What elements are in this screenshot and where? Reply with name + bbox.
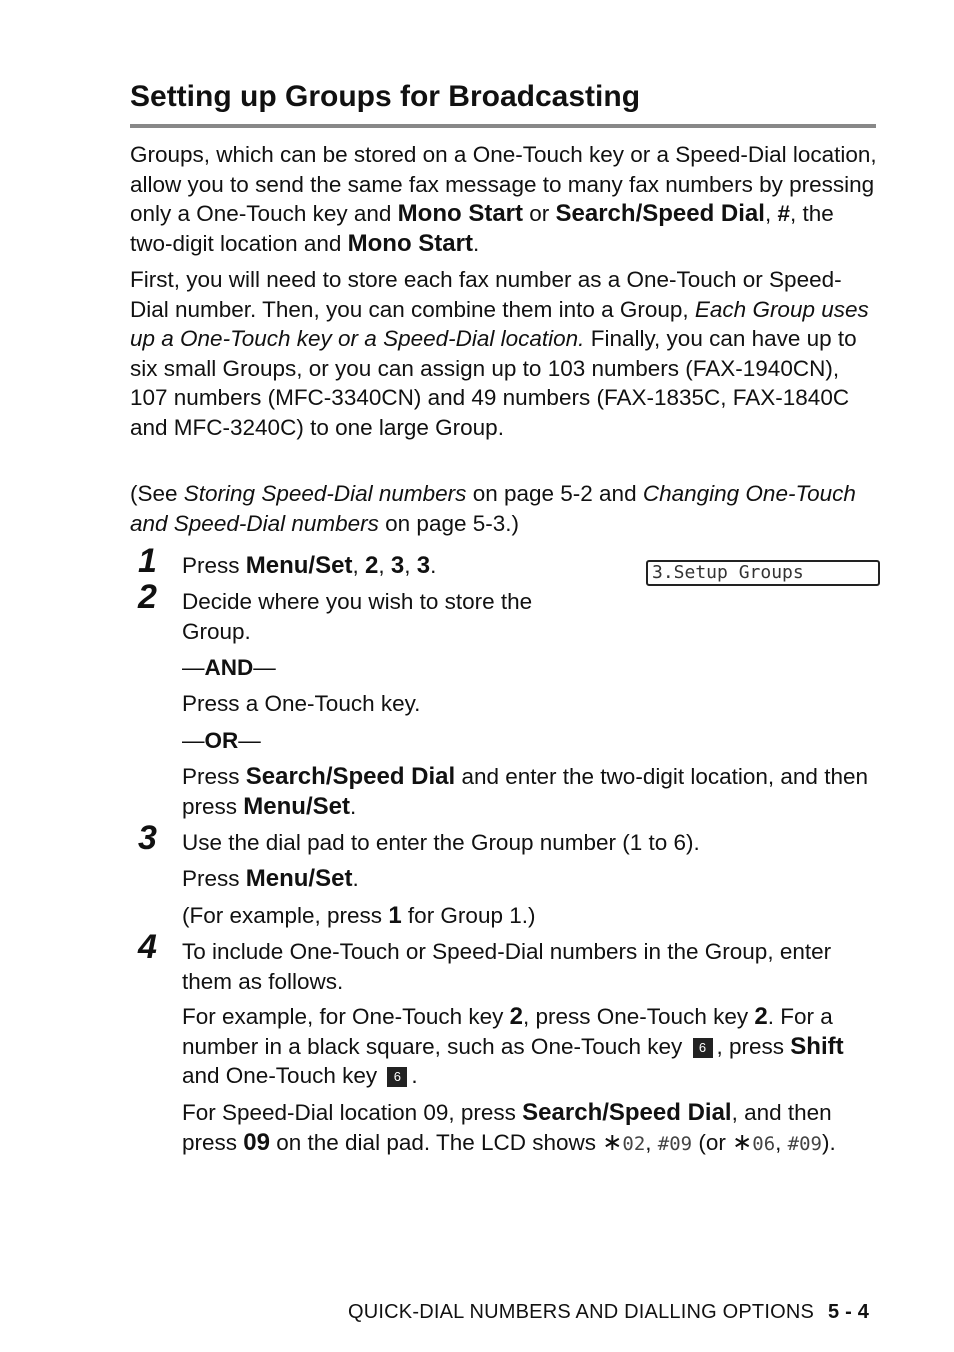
- asterisk-icon: ∗: [732, 1128, 753, 1156]
- step-2-number: 2: [138, 578, 157, 616]
- step-3-number: 3: [138, 819, 157, 857]
- step-2-press-key: Press a One-Touch key.: [182, 691, 421, 716]
- step-1-text: Press Menu/Set, 2, 3, 3.: [182, 552, 437, 579]
- lcd-display: 3.Setup Groups: [646, 560, 880, 586]
- page-title: Setting up Groups for Broadcasting: [130, 80, 641, 113]
- page-number: 5 - 4: [828, 1301, 870, 1323]
- step-1-number: 1: [138, 542, 157, 580]
- step-4-text: To include One-Touch or Speed-Dial numbers in the Group, enter them as follows.: [182, 939, 832, 994]
- step-4-example-1: For example, for One-Touch key 2, press One-Touch key 2. For a number in a black square, such as One-Touch key 6 , press Shift and One-Touch key 6 .: [182, 1003, 844, 1089]
- title-underline: [130, 124, 876, 128]
- and-separator: —AND—: [182, 655, 276, 680]
- step-2-alternative: Press Search/Speed Dial and enter the two-digit location, and then press Menu/Set.: [182, 763, 868, 820]
- one-touch-key-6-icon: 6: [387, 1067, 407, 1087]
- intro-paragraph-3: (See Storing Speed-Dial numbers on page 5-2 and Changing One-Touch and Speed-Dial numbers on page 5-3.): [130, 481, 856, 536]
- step-4-example-2: For Speed-Dial location 09, press Search/Speed Dial, and then press 09 on the dial pad. The LCD shows ∗02, #09 (or ∗06, #09).: [182, 1099, 836, 1156]
- step-3-text: Use the dial pad to enter the Group number (1 to 6).: [182, 830, 700, 855]
- step-2-text: Decide where you wish to store the Group.: [182, 589, 533, 644]
- step-4-number: 4: [138, 928, 157, 966]
- step-3-press: Press Menu/Set.: [182, 865, 359, 892]
- page-footer: [348, 1301, 869, 1324]
- or-separator: —OR—: [182, 728, 261, 753]
- intro-paragraph-1: Groups, which can be stored on a One-Touch key or a Speed-Dial location, allow you to send the same fax message to many fax numbers by pressing only a One-Touch key and Mono Start or Search/Speed Dial, #, the two-digit location and Mono Start.: [130, 142, 877, 257]
- intro-paragraph-2: First, you will need to store each fax number as a One-Touch or Speed-Dial number. Then, you can combine them into a Group, Each Group uses up a One-Touch key or a Speed-Dial location. Finally, you can have up to six small Groups, or you can assign up to 103 numbers (FAX-1940CN), 107 numbers (MFC-3340CN) and 49 numbers (FAX-1835C, FAX-1840C and MFC-3240C) to one large Group.: [130, 267, 869, 440]
- asterisk-icon: ∗: [602, 1128, 623, 1156]
- step-3-example: (For example, press 1 for Group 1.): [182, 902, 536, 929]
- one-touch-key-6-icon: 6: [693, 1038, 713, 1058]
- footer-section: QUICK-DIAL NUMBERS AND DIALLING OPTIONS: [348, 1301, 815, 1323]
